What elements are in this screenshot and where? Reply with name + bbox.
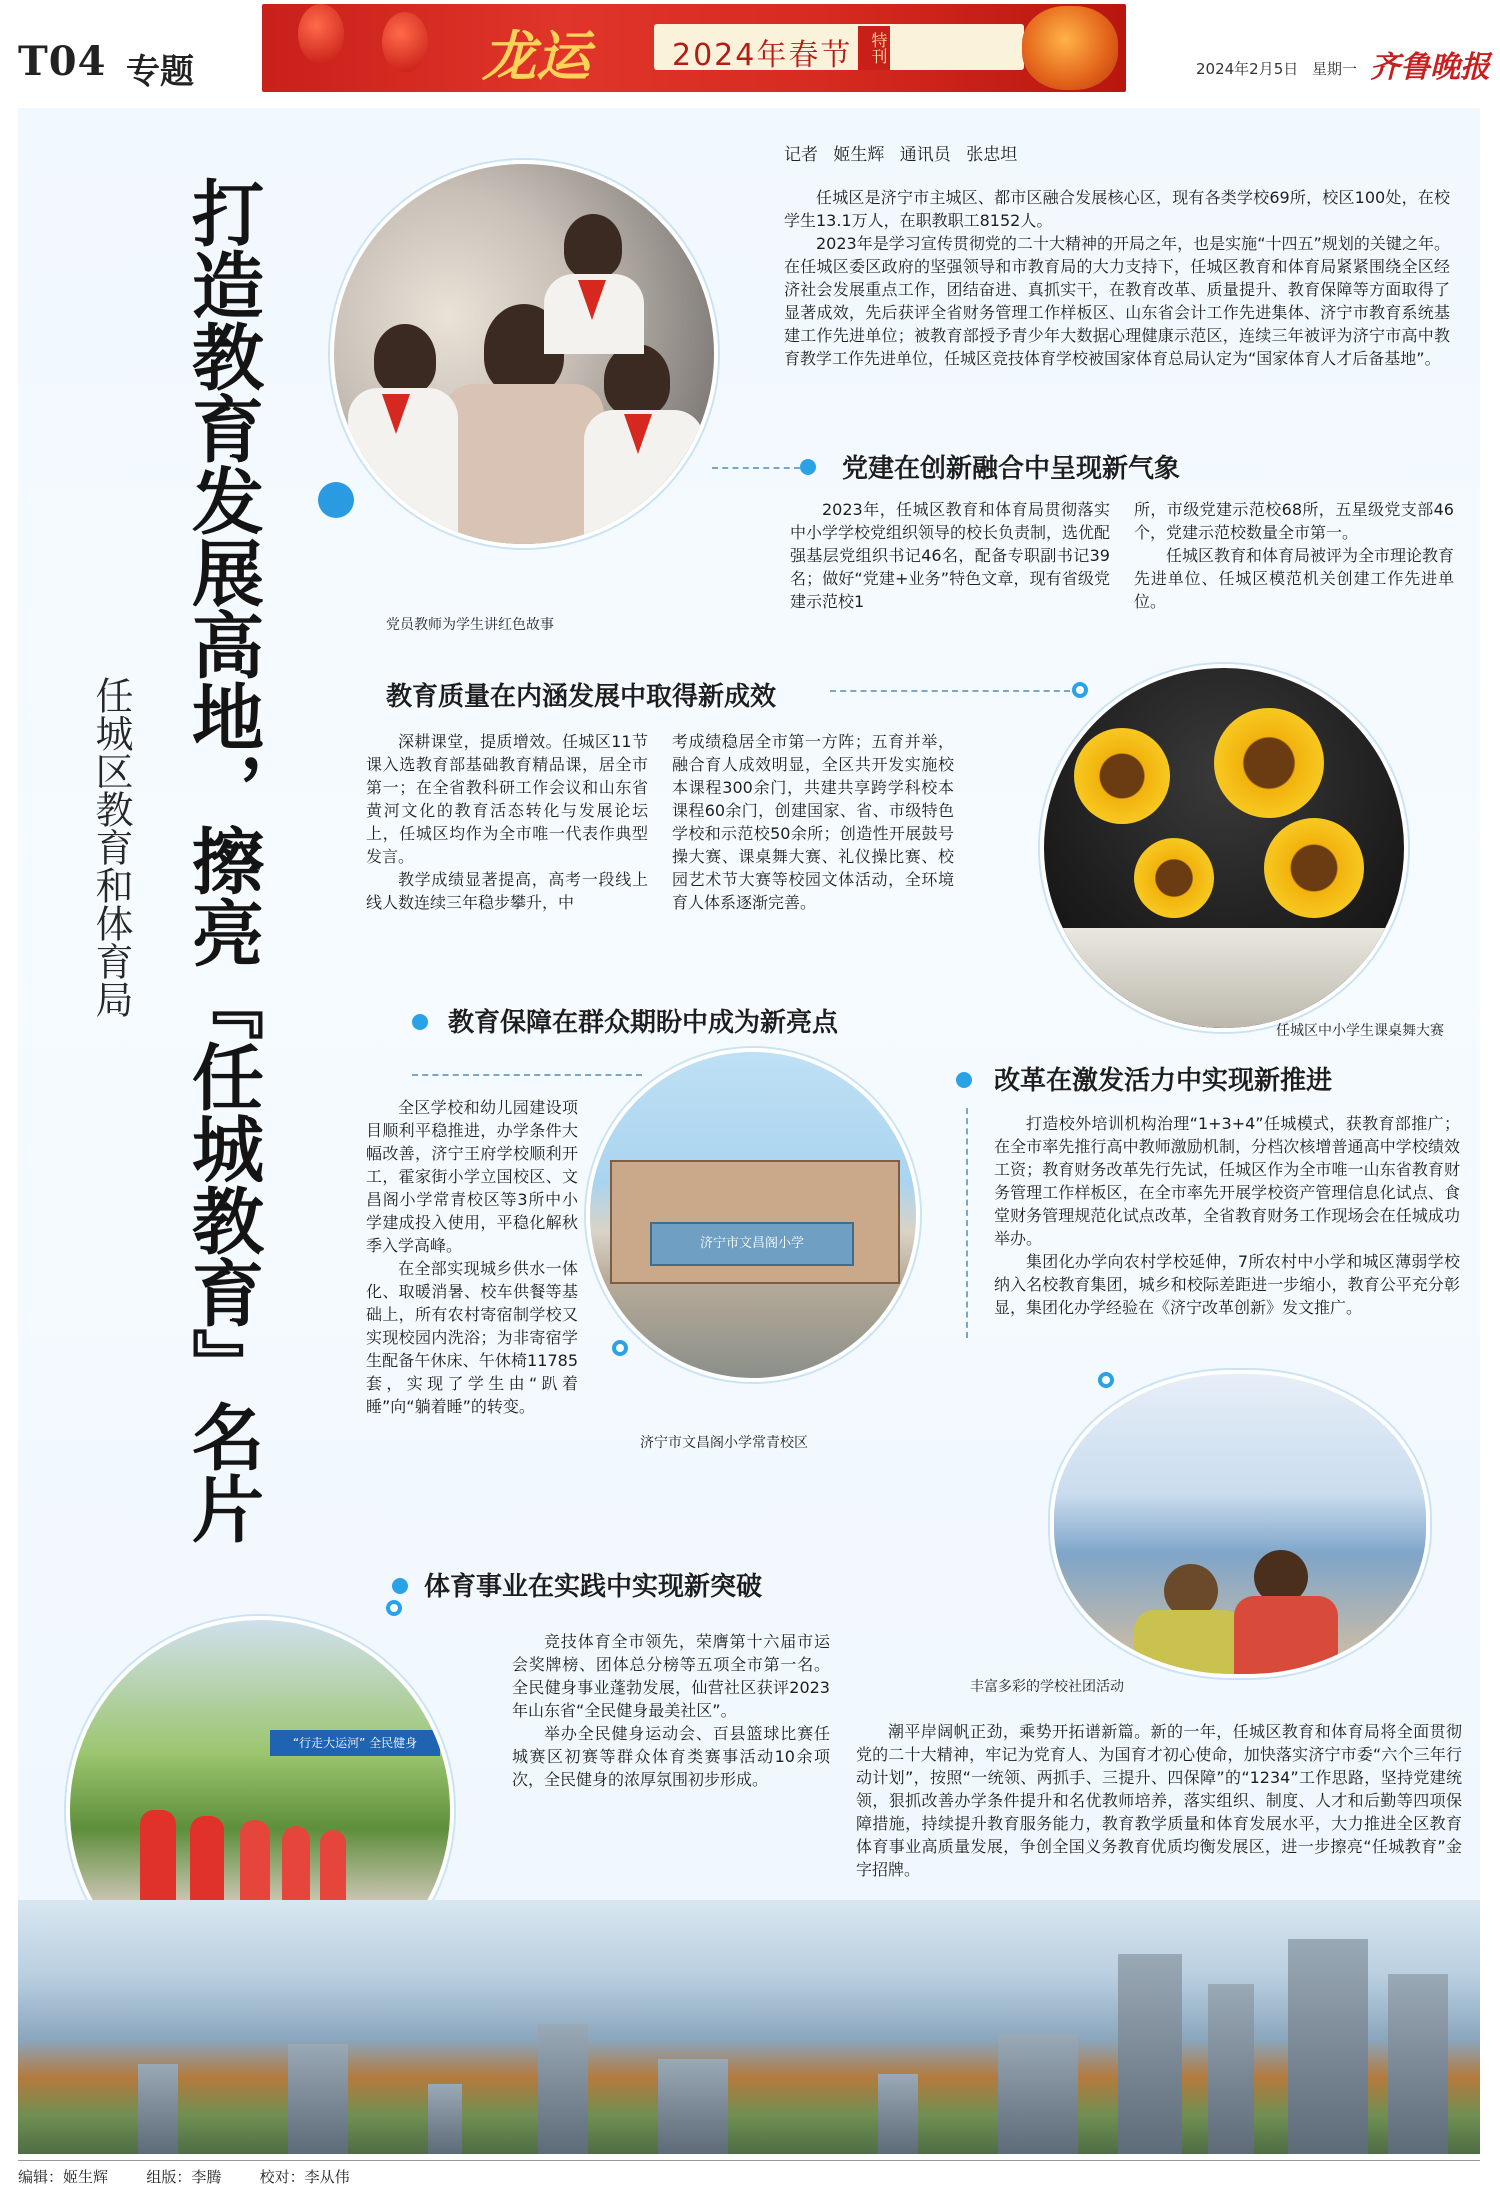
section-paragraph: 集团化办学向农村学校延伸，7所农村中小学和城区薄弱学校纳入名校教育集团，城乡和校际差距进一步缩小，教育公平充分彰显，集团化办学经验在《济宁改革创新》发文推广。 (994, 1252, 1460, 1317)
section-column (366, 730, 648, 914)
proof-credit: 校对：李从伟 (259, 2168, 350, 2186)
section-dot (1098, 1372, 1114, 1388)
article-title: 打造教育发展高地，擦亮『任城教育』名片 (180, 176, 265, 1544)
photo-caption: 丰富多彩的学校社团活动 (970, 1679, 1124, 1695)
footer-credits (18, 2166, 350, 2187)
school-sign: 济宁市文昌阁小学 (650, 1222, 854, 1266)
lantern-icon (298, 4, 344, 64)
closing-paragraph: 潮平岸阔帆正劲，乘势开拓谱新篇。新的一年，任城区教育和体育局将全面贯彻党的二十大精神，牢记为党育人、为国育才初心使命，加快落实济宁市委“六个三年行动计划”，按照“一统领、两抓手、三提升、四保障”的“1234”工作思路，坚持党建统领，狠抓改善办学条件提升和名优教师培养，落实组织、制度、人才和后勤等四项保障措施，持续提升教育服务能力，教育教学质量和体育发展水平，大力推进全区教育体育事业高质量发展，争创全国义务教育优质均衡发展区，进一步擦亮“任城教育”金字招牌。 (856, 1722, 1462, 1879)
section-dot (612, 1340, 628, 1356)
photo-desk-dance (1040, 664, 1408, 1032)
column-name: 专题 (126, 52, 194, 92)
issue-weekday: 星期一 (1312, 60, 1358, 78)
section-paragraph: 在全部实现城乡供水一体化、取暖消暑、校车供餐等基础上，所有农村寄宿制学校又实现校园内洗浴；为非寄宿学生配备午休床、午休椅11785套，实现了学生由“趴着睡”向“躺着睡”的转变。 (366, 1259, 578, 1416)
section-paragraph: 举办全民健身运动会、百县篮球比赛任城赛区初赛等群众体育类赛事活动10余项次，全民健身的浓厚氛围初步形成。 (512, 1724, 830, 1789)
section-connector (830, 690, 1070, 692)
byline: 记者 姬生辉 通讯员 张忠坦 (784, 145, 1018, 165)
photo-teacher-story (330, 160, 718, 548)
banner-tag: 特刊 (858, 26, 890, 70)
section-connector (712, 467, 800, 469)
section-heading: 教育保障在群众期盼中成为新亮点 (448, 1008, 839, 1038)
editor-credit: 编辑：姬生辉 (18, 2168, 109, 2186)
section-dot (412, 1014, 428, 1030)
banner-text: 2024年春节 (672, 38, 853, 73)
section-paragraph: 打造校外培训机构治理“1+3+4”任城模式，获教育部推广；在全市率先推行高中教师激励机制，分档次核增普通高中学校绩效工资；教育财务改革先行先试，任城区作为全市唯一山东省教育财务管理工作样板区，在全市率先开展学校资产管理信息化试点、食堂财务管理规范化试点改革，全省教育财务工作现场会在任城成功举办。 (994, 1114, 1460, 1248)
photo-school-campus (586, 1048, 920, 1382)
section-paragraph: 教学成绩显著提高，高考一段线上线人数连续三年稳步攀升，中 (366, 870, 648, 912)
article-subtitle: 任城区教育和体育局 (89, 676, 133, 1018)
accent-dot (318, 482, 354, 518)
intro-paragraph: 2023年是学习宣传贯彻党的二十大精神的开局之年，也是实施“十四五”规划的关键之年。在任城区委区政府的坚强领导和市教育局的大力支持下，任城区教育和体育局紧紧围绕全区经济社会发展重点工作，团结奋进、真抓实干，在教育改革、质量提升、教育保障等方面取得了显著成效，先后获评全省财务管理工作样板区、山东省会计工作先进集体、济宁市教育系统基建工作先进单位；被教育部授予青少年大数据心理健康示范区，连续三年被评为济宁市高中教育教学工作先进单位，任城区竞技体育学校被国家体育总局认定为“国家体育人才后备基地”。 (784, 234, 1450, 368)
section-column (672, 730, 954, 914)
photo-club-activities (1050, 1370, 1430, 1678)
section-paragraph: 全区学校和幼儿园建设项目顺利平稳推进，办学条件大幅改善，济宁王府学校顺利开工，霍家街小学立国校区、文昌阁小学常青校区等3所中小学建成投入使用，平稳化解秋季入学高峰。 (366, 1098, 578, 1255)
section-paragraph: 2023年，任城区教育和体育局贯彻落实中小学学校党组织领导的校长负责制，选优配强基层党组织书记46名，配备专职副书记39名；做好“党建+业务”特色文章，现有省级党建示范校1 (790, 500, 1111, 611)
section-paragraph: 竞技体育全市领先，荣膺第十六届市运会奖牌榜、团体总分榜等五项全市第一名。全民健身事业蓬勃发展，仙营社区获评2023年山东省“全民健身最美社区”。 (512, 1632, 830, 1720)
section-paragraph: 深耕课堂，提质增效。任城区11节课入选教育部基础教育精品课，居全市第一；在全省教科研工作会议和山东省黄河文化的教育活态转化与发展论坛上，任城区均作为全市唯一代表作典型发言。 (366, 732, 648, 866)
section-dot (392, 1578, 408, 1594)
section-paragraph: 所，市级党建示范校68所，五星级党支部46个，党建示范校数量全市第一。 (1134, 500, 1454, 542)
section-paragraph: 任城区教育和体育局被评为全市理论教育先进单位、任城区模范机关创建工作先进单位。 (1134, 546, 1455, 611)
section-dot (1072, 682, 1088, 698)
photo-caption: 济宁市文昌阁小学常青校区 (640, 1435, 808, 1451)
issue-date: 2024年2月5日 (1196, 60, 1299, 78)
section-heading: 改革在激发活力中实现新推进 (994, 1066, 1333, 1096)
section-connector (412, 1074, 642, 1076)
photo-caption: 党员教师为学生讲红色故事 (386, 617, 554, 633)
page-number: T04 (18, 38, 107, 85)
section-connector (966, 1108, 968, 1338)
section-column (994, 1112, 1460, 1319)
newspaper-logo: 齐鲁晚报 (1370, 50, 1490, 85)
photo-caption: 任城区中小学生课桌舞大赛 (1276, 1023, 1444, 1039)
lantern-icon (382, 12, 428, 72)
intro-paragraph: 任城区是济宁市主城区、都市区融合发展核心区，现有各类学校69所，校区100处，在校学生13.1万人，在职教职工8152人。 (784, 188, 1450, 230)
spring-festival-banner (262, 4, 1126, 92)
banner-word: 龙运 (482, 24, 590, 88)
section-paragraph: 考成绩稳居全市第一方阵；五育并举，融合育人成效明显，全区共开发实施校本课程300余门，共建共享跨学科校本课程60余门，创建国家、省、市级特色学校和示范校50余所；创造性开展鼓号操大赛、课桌舞大赛、礼仪操比赛、校园艺术节大赛等校园文体活动，全环境育人体系逐渐完善。 (672, 732, 954, 912)
event-arch: “行走大运河” 全民健身 (270, 1730, 440, 1756)
closing-text (856, 1720, 1462, 1881)
section-column (366, 1096, 578, 1418)
section-heading: 教育质量在内涵发展中取得新成效 (386, 682, 777, 712)
section-column (790, 498, 1110, 613)
footer-rule (18, 2160, 1480, 2161)
city-skyline-image (18, 1900, 1480, 2154)
section-dot (956, 1072, 972, 1088)
intro-text (784, 186, 1450, 370)
section-column (512, 1630, 830, 1791)
section-column (1134, 498, 1454, 613)
layout-credit: 组版：李腾 (146, 2168, 222, 2186)
section-dot (800, 459, 816, 475)
section-heading: 体育事业在实践中实现新突破 (424, 1572, 763, 1602)
section-heading: 党建在创新融合中呈现新气象 (842, 454, 1181, 484)
dragon-icon (1022, 6, 1118, 90)
section-dot (386, 1600, 402, 1616)
